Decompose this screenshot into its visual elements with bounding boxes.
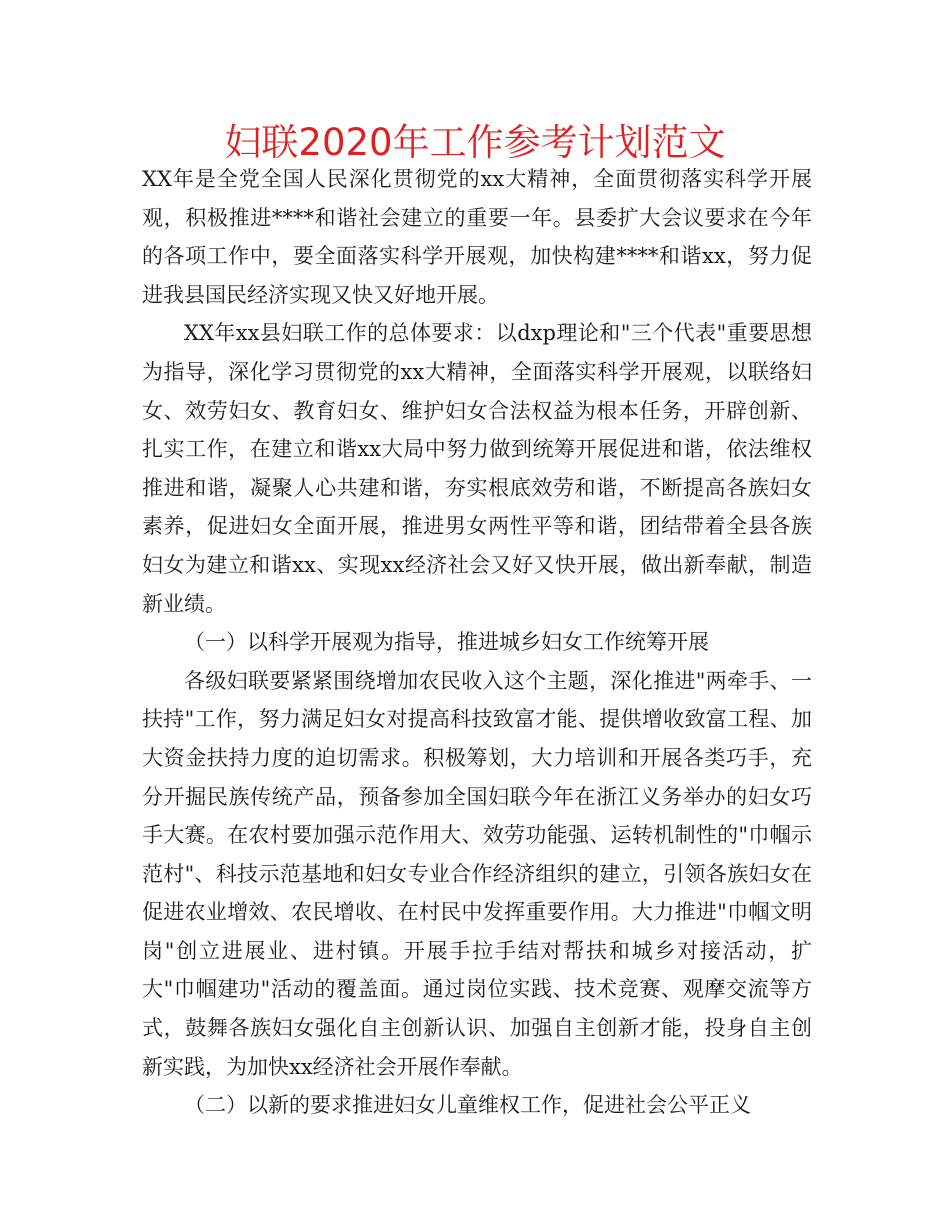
section-heading-1: （一）以科学开展观为指导，推进城乡妇女工作统筹开展 (184, 630, 709, 655)
paragraph-section-1-body: 各级妇联要紧紧围绕增加农民收入这个主题，深化推进"两牵手、一扶持"工作，努力满足妇女对提高科技致富才能、提供增收致富工程、加大资金扶持力度的迫切需求。积极筹划，大力培训和开展各类巧手，充分开掘民族传统产品，预备参加全国妇联今年在浙江义务举办的妇女巧手大赛。在农村要加强示范作用大、效劳功能强、运转机制性的"巾帼示范村"、科技示范基地和妇女专业合作经济组织的建立，引领各族妇女在促进农业增效、农民增收、在村民中发挥重要作用。大力推进"巾帼文明岗"创立进展业、进村镇。开展手拉手结对帮扶和城乡对接活动，扩大"巾帼建功"活动的覆盖面。通过岗位实践、技术竞赛、观摩交流等方式，鼓舞各族妇女强化自主创新认识、加强自主创新才能，投身自主创新实践，为加快xx经济社会开展作奉献。 (142, 668, 812, 1079)
paragraph-overall-requirements: XX年xx县妇联工作的总体要求：以dxp理论和"三个代表"重要思想为指导，深化学习贯彻党的xx大精神，全面落实科学开展观，以联络妇女、效劳妇女、教育妇女、维护妇女合法权益为根本任务，开辟创新、扎实工作，在建立和谐xx大局中努力做到统筹开展促进和谐，依法维权推进和谐，凝聚人心共建和谐，夯实根底效劳和谐，不断提高各族妇女素养，促进妇女全面开展，推进男女两性平等和谐，团结带着全县各族妇女为建立和谐xx、实现xx经济社会又好又快开展，做出新奉献，制造新业绩。 (142, 321, 812, 616)
document-title: 妇联2020年工作参考计划范文 (224, 121, 726, 164)
paragraph-intro: XX年是全党全国人民深化贯彻党的xx大精神，全面贯彻落实科学开展观，积极推进****和谐社会建立的重要一年。县委扩大会议要求在今年的各项工作中，要全面落实科学开展观，加快构建****和谐xx，努力促进我县国民经济实现又快又好地开展。 (142, 167, 812, 307)
section-heading-2: （二）以新的要求推进妇女儿童维权工作，促进社会公平正义 (184, 1093, 751, 1118)
document-body (142, 160, 812, 1125)
